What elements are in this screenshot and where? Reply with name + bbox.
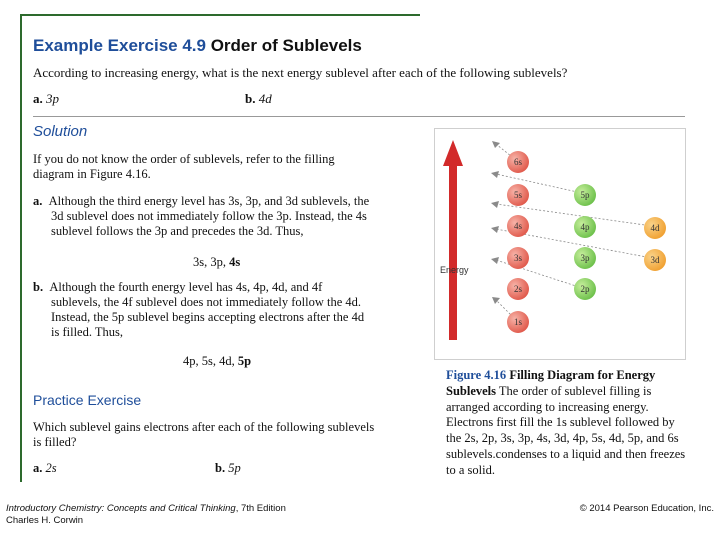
solution-b-result-bold: 5p — [237, 354, 252, 368]
practice-heading: Practice Exercise — [33, 392, 142, 408]
solution-part-b — [33, 280, 428, 340]
practice-line: is filled? — [33, 435, 77, 449]
figure-frame — [435, 129, 686, 360]
solution-b-line: sublevels, the 4f sublevel does not immediately follow the 4d. — [51, 295, 362, 309]
solution-b-line: Instead, the 5p sublevel begins accepting electrons after the 4d — [51, 310, 365, 324]
footer-citation — [6, 503, 286, 527]
practice-b-value: 5p — [228, 461, 241, 475]
solution-a-result-bold: 4s — [229, 255, 241, 269]
footer-copyright: © 2014 Pearson Education, Inc. — [579, 503, 714, 514]
practice-a-letter: a. — [33, 461, 43, 475]
sublevel-3p-label: 3p — [580, 253, 590, 263]
solution-a-letter: a. — [33, 194, 43, 208]
question-b-value: 4d — [258, 91, 272, 106]
question-part-b — [245, 91, 272, 107]
filling-diagram — [434, 128, 686, 360]
practice-b-letter: b. — [215, 461, 226, 475]
exercise-title: Order of Sublevels — [210, 36, 362, 55]
practice-part-a — [33, 461, 57, 476]
sublevel-4d-label: 4d — [650, 223, 660, 233]
accent-rule-vertical — [20, 14, 22, 482]
solution-a-line: sublevel follows the 3p and precedes the 3d. Thus, — [51, 224, 304, 238]
caption-body: The order of sublevel filling is arranged according to increasing energy. Electrons first fill the 1s sublevel followed by the 2s, 2p, 3s, 3p, 4s, 3d, 4p, 5s, 4d, 5p, and 6s sublevels.condenses to a liquid and then freezes to a solid. — [446, 383, 686, 477]
solution-a-result-plain: 3s, 3p, — [193, 255, 230, 269]
solution-b-line: Although the fourth energy level has 4s, 4p, 4d, and 4f — [49, 280, 323, 294]
question-a-letter: a. — [33, 91, 43, 106]
solution-heading: Solution — [33, 123, 88, 140]
question-prompt: According to increasing energy, what is the next energy sublevel after each of the following sublevels? — [33, 65, 568, 80]
sublevel-5p-label: 5p — [580, 190, 590, 200]
sublevel-6s-label: 6s — [513, 157, 523, 167]
sublevel-3s-label: 3s — [513, 253, 523, 263]
sublevel-4s-label: 4s — [513, 221, 523, 231]
solution-intro-line: diagram in Figure 4.16. — [33, 167, 151, 181]
practice-question — [33, 420, 428, 450]
solution-intro-line: If you do not know the order of sublevels, refer to the filling — [33, 152, 335, 166]
sublevel-1s-label: 1s — [513, 317, 523, 327]
section-divider — [33, 116, 685, 117]
sublevel-3d-label: 3d — [650, 255, 660, 265]
accent-rule-horizontal — [20, 14, 420, 16]
question-b-letter: b. — [245, 91, 256, 106]
figure-caption — [446, 368, 690, 479]
question-a-value: 3p — [46, 91, 59, 106]
sublevel-5s-label: 5s — [513, 190, 523, 200]
solution-a-line: 3d sublevel does not immediately follow the 3p. Instead, the 4s — [51, 209, 367, 223]
solution-a-line: Although the third energy level has 3s, 3p, and 3d sublevels, the — [48, 194, 370, 208]
solution-b-line: is filled. Thus, — [51, 325, 123, 339]
practice-part-b — [215, 461, 241, 476]
caption-label: Figure 4.16 — [446, 368, 507, 382]
solution-b-result — [183, 354, 251, 369]
footer-author: Charles H. Corwin — [6, 515, 84, 526]
caption-title: Filling Diagram for Energy Sublevels — [446, 368, 656, 398]
solution-part-a — [33, 194, 428, 239]
practice-line: Which sublevel gains electrons after each of the following sublevels — [33, 420, 375, 434]
energy-axis-label: Energy — [440, 265, 469, 275]
solution-a-result — [193, 255, 240, 270]
practice-a-value: 2s — [45, 461, 57, 475]
exercise-label: Example Exercise 4.9 — [33, 36, 206, 55]
solution-b-result-plain: 4p, 5s, 4d, — [183, 354, 238, 368]
page-title — [33, 36, 362, 56]
sublevel-4p-label: 4p — [580, 222, 590, 232]
solution-b-letter: b. — [33, 280, 44, 294]
footer-book-title: Introductory Chemistry: Concepts and Critical Thinking — [6, 503, 236, 514]
question-part-a — [33, 91, 59, 107]
sublevel-2p-label: 2p — [580, 284, 590, 294]
sublevel-2s-label: 2s — [513, 284, 523, 294]
solution-intro — [33, 152, 423, 182]
footer-edition: , 7th Edition — [235, 503, 286, 514]
